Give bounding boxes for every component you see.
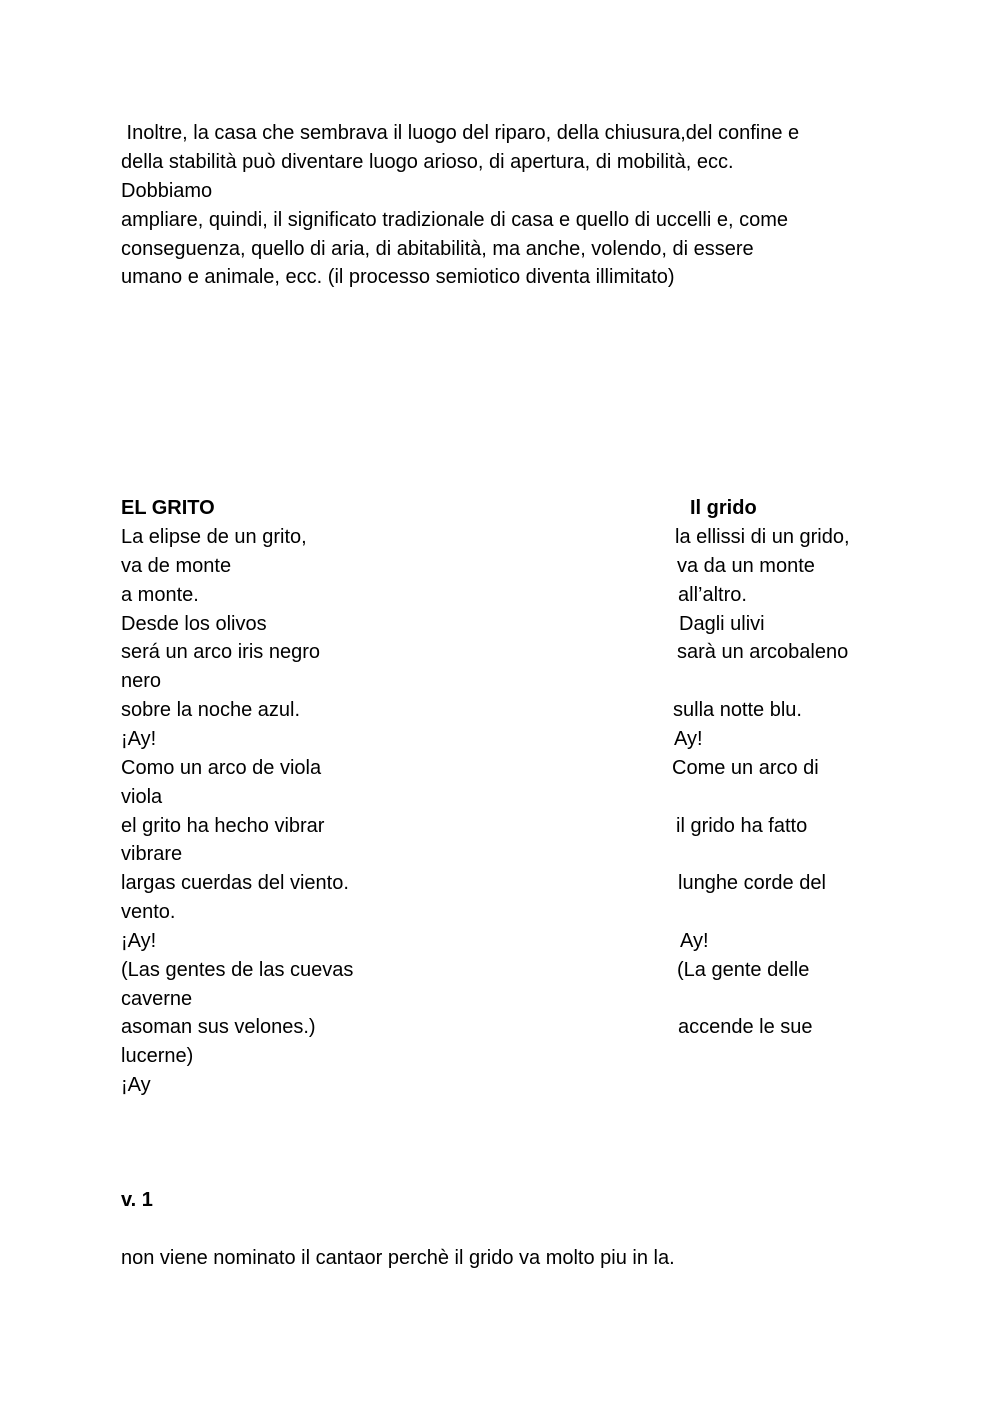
poem-line-it: va da un monte [677,555,815,577]
poem-line-es: viola [121,786,163,808]
poem-line-it: sarà un arcobaleno [677,641,849,663]
poem-title-spanish: EL GRITO [121,497,215,519]
poem-line-es: ¡Ay! [121,728,157,750]
poem-line-es: caverne [121,988,193,1010]
intro-line: conseguenza, quello di aria, di abitabilità, ma anche, volendo, di essere [121,238,754,260]
poem-line-it: il grido ha fatto [676,815,808,837]
intro-line: della stabilità può diventare luogo arioso, di apertura, di mobilità, ecc. [121,151,734,173]
poem-line-es: va de monte [121,555,232,577]
poem-line-es: será un arco iris negro [121,641,320,663]
intro-line: umano e animale, ecc. (il processo semiotico diventa illimitato) [121,266,675,288]
poem-line-es: vibrare [121,843,183,865]
poem-title-italian: Il grido [690,497,757,519]
poem-line-es: sobre la noche azul. [121,699,301,721]
poem-line-it: Come un arco di [672,757,819,779]
poem-line-it: all’altro. [678,584,747,606]
poem-line-es: lucerne) [121,1045,194,1067]
poem-line-it: la ellissi di un grido, [675,526,850,548]
poem-line-es: nero [121,670,162,692]
poem-line-es: ¡Ay [121,1074,151,1096]
poem-line-es: vento. [121,901,176,923]
intro-line: Inoltre, la casa che sembrava il luogo del riparo, della chiusura,del confine e [121,122,800,144]
intro-line: ampliare, quindi, il significato tradizionale di casa e quello di uccelli e, come [121,209,789,231]
poem-line-es: Desde los olivos [121,613,267,635]
poem-line-it: sulla notte blu. [673,699,802,721]
poem-line-es: a monte. [121,584,199,606]
poem-line-es: Como un arco de viola [121,757,322,779]
poem-line-es: (Las gentes de las cuevas [121,959,354,981]
note-text: non viene nominato il cantaor perchè il grido va molto piu in la. [121,1247,675,1269]
poem-line-es: ¡Ay! [121,930,157,952]
poem-line-it: accende le sue [678,1016,813,1038]
poem-line-it: lunghe corde del [678,872,826,894]
intro-line: Dobbiamo [121,180,213,202]
poem-line-it: Dagli ulivi [679,613,765,635]
poem-line-es: largas cuerdas del viento. [121,872,349,894]
poem-line-it: Ay! [680,930,709,952]
note-heading: v. 1 [121,1189,153,1211]
poem-line-it: Ay! [674,728,703,750]
poem-line-it: (La gente delle [677,959,810,981]
poem-line-es: asoman sus velones.) [121,1016,316,1038]
poem-line-es: el grito ha hecho vibrar [121,815,325,837]
poem-line-es: La elipse de un grito, [121,526,307,548]
